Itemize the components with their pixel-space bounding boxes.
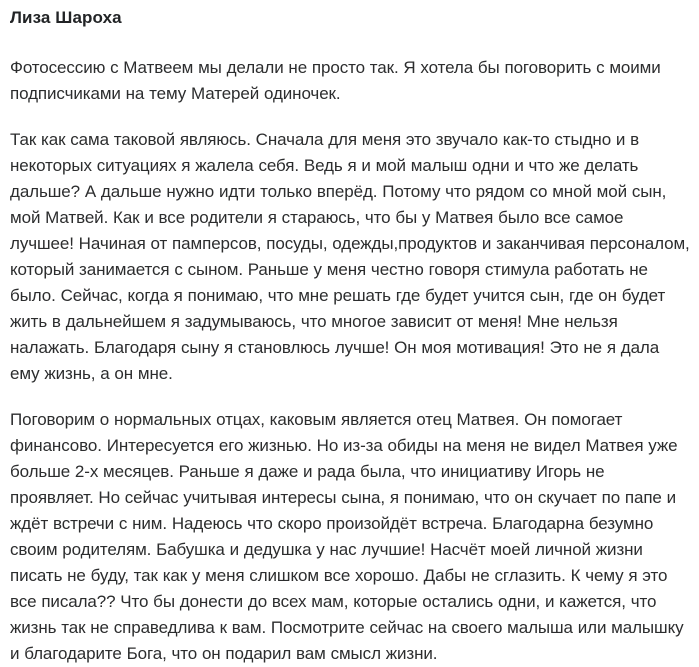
post-paragraph-father-and-family: Поговорим о нормальных отцах, каковым является отец Матвея. Он помогает финансово. Интересуется его жизнью. Но из-за обиды на меня не видел Матвея уже больше 2-х месяцев. Раньше я даже и рада была, что инициативу Игорь не проявляет. Но сейчас учитывая интересы сына, я понимаю, что он скучает по папе и ждёт встречи с ним. Надеюсь что скоро произойдёт встреча. Благодарна безумно своим родителям. Бабушка и дедушка у нас лучшие! Насчёт моей личной жизни писать не буду, так как у меня слишком все хорошо. Дабы не сглазить. К чему я это все писала?? Что бы донести до всех мам, которые остались одни, и кажется, что жизнь так не справедлива к вам. Посмотрите сейчас на своего малыша или малышку и благодарите Бога, что он подарил вам смысл жизни. xyxy=(10,410,684,663)
post-paragraph-single-mother: Так как сама таковой являюсь. Сначала для меня это звучало как-то стыдно и в некоторых ситуациях я жалела себя. Ведь я и мой малыш одни и что же делать дальше? А дальше нужно идти только вперёд. Потому что рядом со мной мой сын, мой Матвей. Как и все родители я стараюсь, что бы у Матвея было все самое лучшее! Начиная от памперсов, посуды, одежды,продуктов и заканчивая персоналом, который занимается с сыном. Раньше у меня честно говоря стимула работать не было. Сейчас, когда я понимаю, что мне решать где будет учится сын, где он будет жить в дальнейшем я задумываюсь, что многое зависит от меня! Мне нельзя налажать. Благодаря сыну я становлюсь лучше! Он моя мотивация! Это не я дала ему жизнь, а он мне. xyxy=(10,130,690,383)
post-author-title: Лиза Шароха xyxy=(10,8,122,27)
post-paragraph-intro: Фотосессию с Матвеем мы делали не просто так. Я хотела бы поговорить с моими подписчиками на тему Матерей одиночек. xyxy=(10,58,661,103)
